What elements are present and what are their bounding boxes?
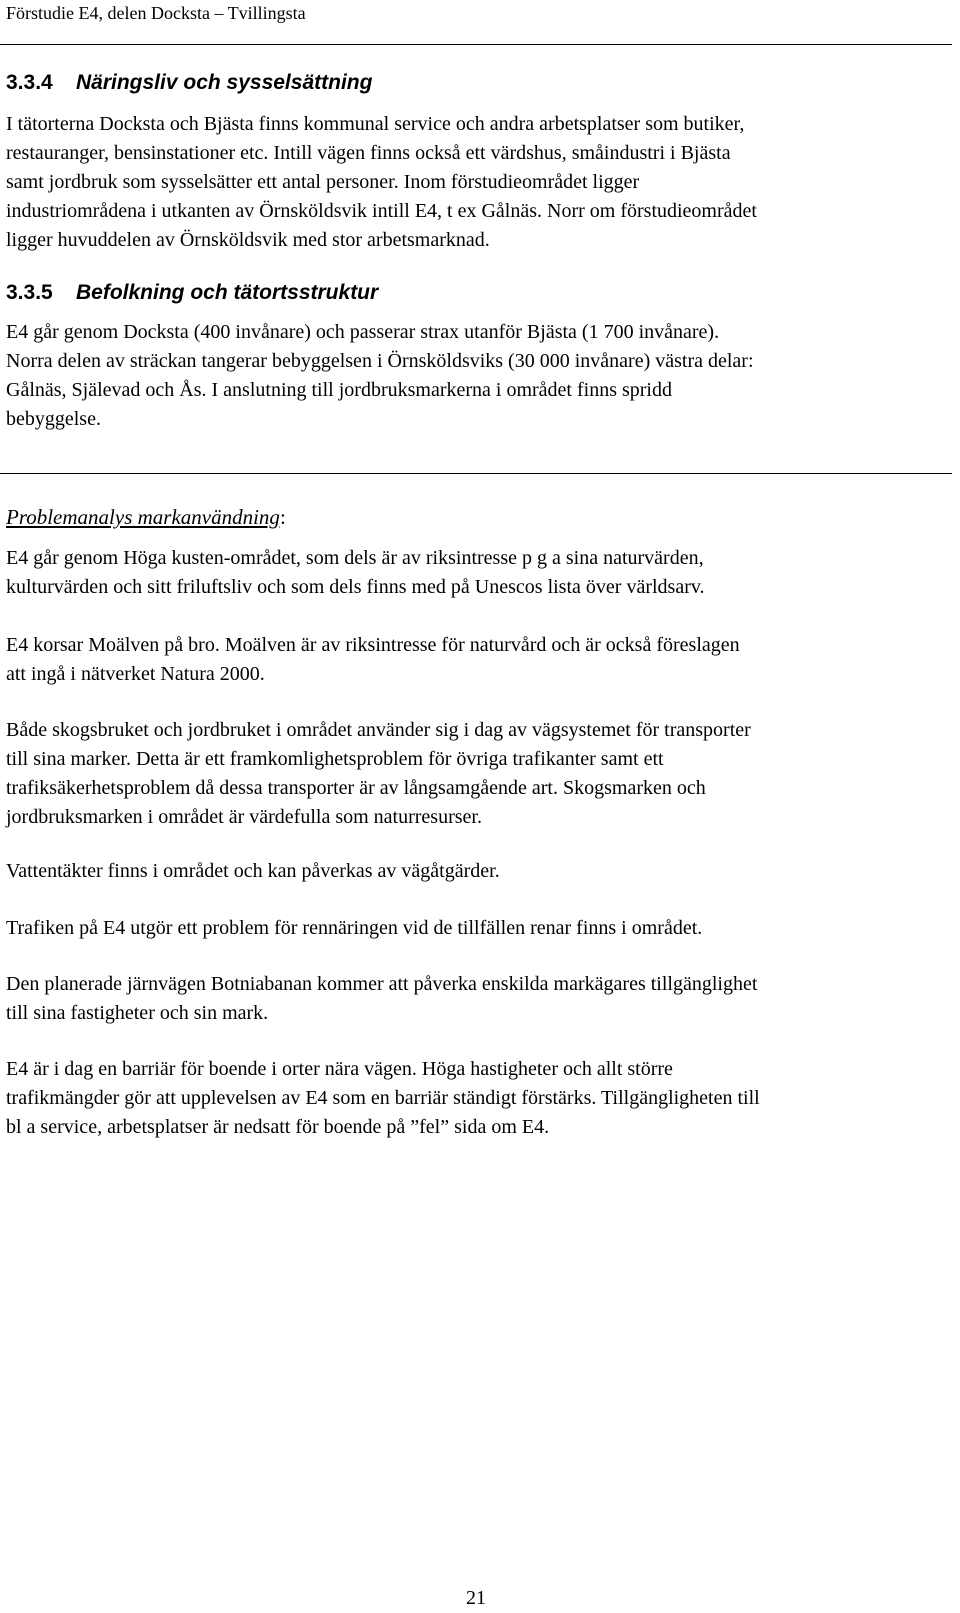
problem-analysis-title: Problemanalys markanvändning	[6, 505, 280, 529]
text-line: E4 går genom Höga kusten-området, som dels är av riksintresse p g a sina naturvärden,	[6, 547, 704, 569]
page-number: 21	[466, 1587, 486, 1609]
heading-colon: :	[279, 505, 286, 529]
text-line: trafikmängder gör att upplevelsen av E4 som en barriär ständigt förstärks. Tillgängligheten till	[6, 1087, 760, 1109]
text-line: bl a service, arbetsplatser är nedsatt för boende på ”fel” sida om E4.	[6, 1116, 550, 1138]
text-line: Gålnäs, Själevad och Ås. I anslutning till jordbruksmarkerna i området finns spridd	[6, 379, 672, 401]
paragraph-barriar	[6, 1055, 954, 1142]
text-line: kulturvärden och sitt friluftsliv och som dels finns med på Unescos lista över världsarv.	[6, 576, 705, 598]
text-line: Den planerade järnvägen Botniabanan kommer att påverka enskilda markägares tillgänglighet	[6, 973, 758, 995]
problem-analysis-heading	[6, 504, 286, 530]
text-line: till sina fastigheter och sin mark.	[6, 1002, 269, 1024]
section-title: Befolkning och tätortsstruktur	[76, 281, 379, 304]
paragraph-moalven	[6, 631, 954, 689]
text-line: Trafiken på E4 utgör ett problem för rennäringen vid de tillfällen renar finns i området.	[6, 917, 703, 939]
section-heading-naringsliv	[6, 70, 372, 96]
text-line: trafiksäkerhetsproblem då dessa transporter är av långsamgående art. Skogsmarken och	[6, 777, 706, 799]
text-line: restauranger, bensinstationer etc. Intill vägen finns också ett värdshus, småindustri i Bjästa	[6, 142, 731, 164]
text-line: Vattentäkter finns i området och kan påverkas av vägåtgärder.	[6, 860, 500, 882]
header-divider	[0, 44, 952, 45]
section-number: 3.3.5	[6, 281, 53, 304]
section-heading-befolkning	[6, 280, 378, 306]
text-line: samt jordbruk som sysselsätter ett antal personer. Inom förstudieområdet ligger	[6, 171, 640, 193]
text-line: I tätorterna Docksta och Bjästa finns kommunal service och andra arbetsplatser som butiker,	[6, 113, 745, 135]
text-line: bebyggelse.	[6, 408, 101, 430]
section-body-naringsliv	[6, 110, 954, 255]
paragraph-hoga-kusten	[6, 544, 954, 602]
text-line: jordbruksmarken i området är värdefulla som naturresurser.	[6, 806, 482, 828]
text-line: Norra delen av sträckan tangerar bebyggelsen i Örnsköldsviks (30 000 invånare) västra delar:	[6, 350, 754, 372]
paragraph-vattentakter	[6, 857, 954, 886]
text-line: att ingå i nätverket Natura 2000.	[6, 663, 265, 685]
text-line: ligger huvuddelen av Örnsköldsvik med stor arbetsmarknad.	[6, 229, 490, 251]
section-body-befolkning	[6, 318, 954, 434]
section-divider	[0, 473, 952, 474]
section-title: Näringsliv och sysselsättning	[76, 71, 373, 94]
section-number: 3.3.4	[6, 71, 53, 94]
text-line: E4 korsar Moälven på bro. Moälven är av riksintresse för naturvård och är också föreslagen	[6, 634, 740, 656]
text-line: E4 är i dag en barriär för boende i orter nära vägen. Höga hastigheter och allt större	[6, 1058, 673, 1080]
paragraph-rennaring	[6, 914, 954, 943]
text-line: industriområdena i utkanten av Örnsköldsvik intill E4, t ex Gålnäs. Norr om förstudieområdet	[6, 200, 757, 222]
text-line: E4 går genom Docksta (400 invånare) och passerar strax utanför Bjästa (1 700 invånare).	[6, 321, 720, 343]
paragraph-botniabanan	[6, 970, 954, 1028]
text-line: till sina marker. Detta är ett framkomlighetsproblem för övriga trafikanter samt ett	[6, 748, 664, 770]
running-header: Förstudie E4, delen Docksta – Tvillingsta	[6, 3, 306, 23]
paragraph-skogsbruk	[6, 716, 954, 832]
text-line: Både skogsbruket och jordbruket i området använder sig i dag av vägsystemet för transporter	[6, 719, 751, 741]
